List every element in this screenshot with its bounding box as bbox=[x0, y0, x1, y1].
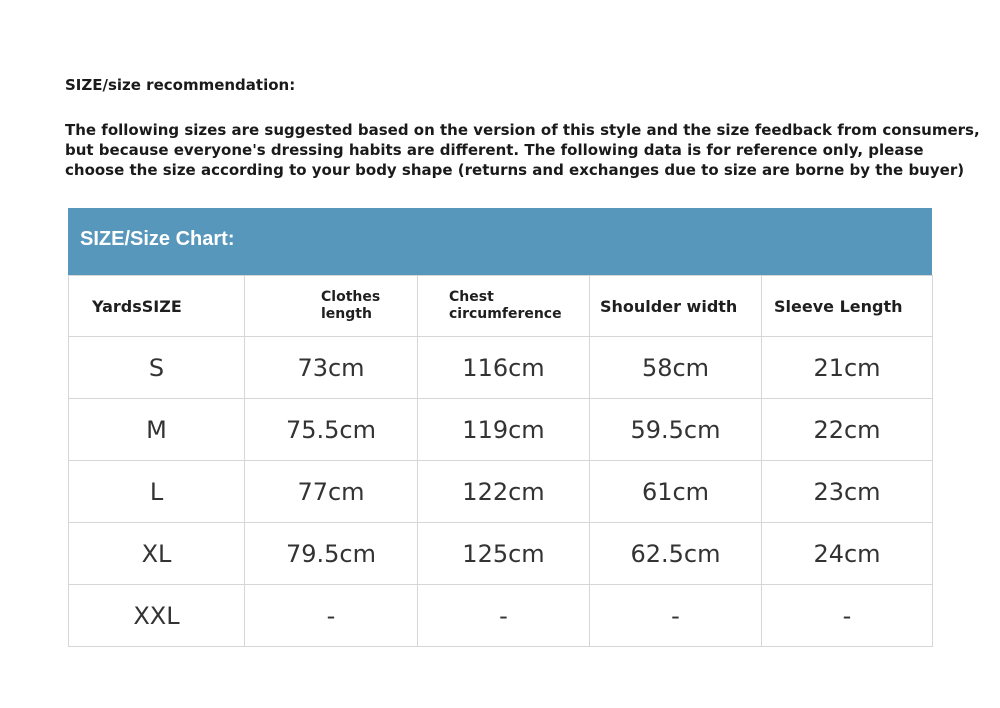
size-row-xxl bbox=[69, 585, 933, 647]
size-row-xl bbox=[69, 523, 933, 585]
chest-cell: 122cm bbox=[418, 461, 590, 523]
header-chest-circumference bbox=[418, 276, 590, 337]
chest-cell: 116cm bbox=[418, 337, 590, 399]
header-size bbox=[69, 276, 245, 337]
header-size-label: YardsSIZE bbox=[92, 296, 182, 316]
size-table bbox=[68, 275, 933, 647]
intro-line-1: The following sizes are suggested based on the version of this style and the size feedback from consumers, bbox=[65, 121, 980, 139]
length-cell: 75.5cm bbox=[245, 399, 418, 461]
header-chest-line-1: Chest bbox=[449, 289, 494, 305]
recommendation-heading: SIZE/size recommendation: bbox=[65, 76, 296, 94]
size-chart-banner bbox=[68, 208, 932, 275]
shoulder-cell: 59.5cm bbox=[590, 399, 762, 461]
sleeve-cell: 21cm bbox=[762, 337, 933, 399]
size-chart bbox=[68, 208, 932, 647]
recommendation-intro bbox=[65, 120, 980, 180]
intro-line-3: choose the size according to your body shape (returns and exchanges due to size are borne by the buyer) bbox=[65, 161, 965, 179]
chest-cell: - bbox=[418, 585, 590, 647]
header-sleeve-length-label: Sleeve Length bbox=[774, 296, 903, 316]
size-cell: L bbox=[69, 461, 245, 523]
shoulder-cell: - bbox=[590, 585, 762, 647]
header-shoulder-width-label: Shoulder width bbox=[600, 296, 738, 316]
size-cell: M bbox=[69, 399, 245, 461]
sleeve-cell: 24cm bbox=[762, 523, 933, 585]
size-row-l bbox=[69, 461, 933, 523]
header-shoulder-width bbox=[590, 276, 762, 337]
header-chest-line-2: circumference bbox=[449, 306, 562, 322]
chest-cell: 125cm bbox=[418, 523, 590, 585]
header-clothes-length-line-1: Clothes bbox=[321, 289, 381, 305]
sleeve-cell: 23cm bbox=[762, 461, 933, 523]
header-clothes-length bbox=[245, 276, 418, 337]
shoulder-cell: 61cm bbox=[590, 461, 762, 523]
length-cell: - bbox=[245, 585, 418, 647]
intro-line-2: but because everyone's dressing habits are different. The following data is for reference only, please bbox=[65, 141, 924, 159]
shoulder-cell: 58cm bbox=[590, 337, 762, 399]
size-row-m bbox=[69, 399, 933, 461]
size-table-header-row bbox=[69, 276, 933, 337]
header-sleeve-length bbox=[762, 276, 933, 337]
size-cell: S bbox=[69, 337, 245, 399]
header-clothes-length-line-2: length bbox=[321, 306, 372, 322]
size-row-s bbox=[69, 337, 933, 399]
size-chart-title: SIZE/Size Chart: bbox=[80, 228, 235, 250]
size-cell: XL bbox=[69, 523, 245, 585]
size-cell: XXL bbox=[69, 585, 245, 647]
length-cell: 77cm bbox=[245, 461, 418, 523]
sleeve-cell: 22cm bbox=[762, 399, 933, 461]
length-cell: 73cm bbox=[245, 337, 418, 399]
length-cell: 79.5cm bbox=[245, 523, 418, 585]
shoulder-cell: 62.5cm bbox=[590, 523, 762, 585]
sleeve-cell: - bbox=[762, 585, 933, 647]
chest-cell: 119cm bbox=[418, 399, 590, 461]
